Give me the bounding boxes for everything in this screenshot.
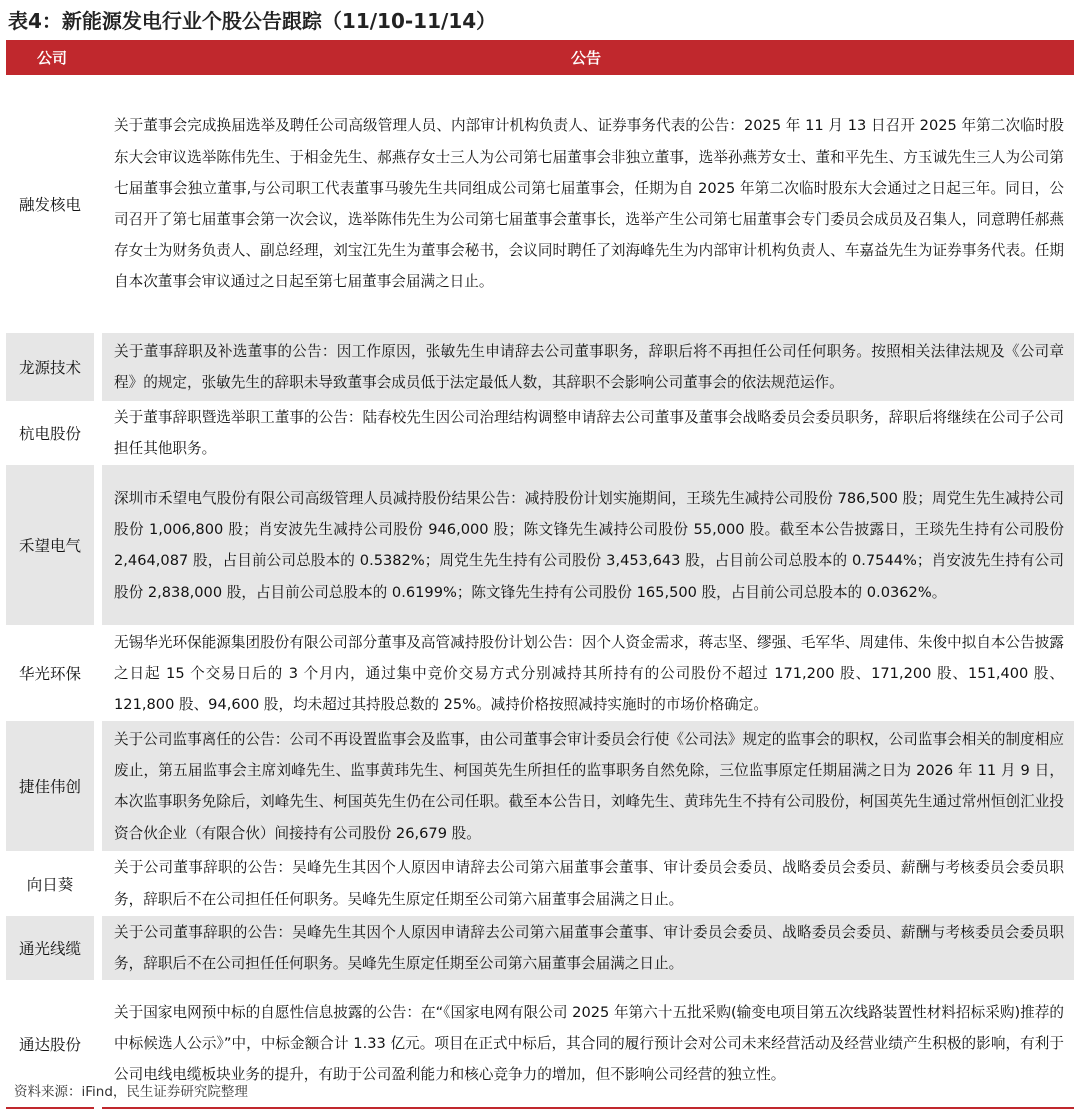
company-name: 杭电股份 [6,401,98,465]
company-name: 融发核电 [6,75,98,333]
column-header-company: 公司 [6,40,98,75]
column-header-announcement: 公告 [98,40,1074,75]
company-name: 通达股份 [6,980,98,1108]
table-row [6,465,1074,625]
company-name: 通光线缆 [6,916,98,980]
announcement-text: 关于国家电网预中标的自愿性信息披露的公告：在“《国家电网有限公司 2025 年第六十五批采购(输变电项目第五次线路装置性材料招标采购)推荐的中标候选人公示》”中，中标金额合计 1.33 亿元。项目在正式中标后，其合同的履行预计会对公司未来经营活动及经营业绩产生积极的影响，有利于公司电线电缆板块业务的提升，有助于公司盈利能力和核心竞争力的增加，但不影响公司经营的独立性。 [98,980,1074,1108]
announcement-table [6,40,1074,1109]
table-header-row [6,40,1074,75]
announcement-text: 关于董事辞职及补选董事的公告：因工作原因，张敏先生申请辞去公司董事职务，辞职后将不再担任公司任何职务。按照相关法律法规及《公司章程》的规定，张敏先生的辞职未导致董事会成员低于法定最低人数，其辞职不会影响公司董事会的依法规范运作。 [98,333,1074,401]
company-name: 龙源技术 [6,333,98,401]
announcement-text: 关于公司监事离任的公告：公司不再设置监事会及监事，由公司董事会审计委员会行使《公司法》规定的监事会的职权，公司监事会相关的制度相应废止，第五届监事会主席刘峰先生、监事黄玮先生、柯国英先生所担任的监事职务自然免除，三位监事原定任期届满之日为 2026 年 11 月 9 日，本次监事职务免除后，刘峰先生、柯国英先生仍在公司任职。截至本公告日，刘峰先生、黄玮先生不持有公司股份，柯国英先生通过常州恒创汇业投资合伙企业（有限合伙）间接持有公司股份 26,679 股。 [98,721,1074,851]
source-note: 资料来源：iFind，民生证券研究院整理 [14,1084,248,1100]
announcement-text: 深圳市禾望电气股份有限公司高级管理人员减持股份结果公告：减持股份计划实施期间，王琰先生减持公司股份 786,500 股；周党生先生减持公司股份 1,006,800 股；肖安波先生减持公司股份 946,000 股；陈文锋先生减持公司股份 55,000 股。截至本公告披露日，王琰先生持有公司股份 2,464,087 股，占目前公司总股本的 0.5382%；周党生先生持有公司股份 3,453,643 股，占目前公司总股本的 0.7544%；肖安波先生持有公司股份 2,838,000 股，占目前公司总股本的 0.6199%；陈文锋先生持有公司股份 165,500 股，占目前公司总股本的 0.0362%。 [98,465,1074,625]
table-row [6,333,1074,401]
announcement-text: 关于公司董事辞职的公告：吴峰先生其因个人原因申请辞去公司第六届董事会董事、审计委员会委员、战略委员会委员、薪酬与考核委员会委员职务，辞职后不在公司担任任何职务。吴峰先生原定任期至公司第六届董事会届满之日止。 [114,859,1064,908]
table-row [6,75,1074,333]
announcement-text: 关于董事会完成换届选举及聘任公司高级管理人员、内部审计机构负责人、证券事务代表的公告：2025 年 11 月 13 日召开 2025 年第二次临时股东大会审议选举陈伟先生、于相金先生、郝燕存女士三人为公司第七届董事会非独立董事，选举孙燕芳女士、董和平先生、方玉诚先生三人为公司第七届董事会独立董事,与公司职工代表董事马骏先生共同组成公司第七届董事会，任期为自 2025 年第二次临时股东大会通过之日起三年。同日，公司召开了第七届董事会第一次会议，选举陈伟先生为公司第七届董事会董事长，选举产生公司第七届董事会专门委员会成员及召集人，同意聘任郝燕存女士为财务负责人、副总经理，刘宝江先生为董事会秘书，会议同时聘任了刘海峰先生为内部审计机构负责人、车嘉益先生为证券事务代表。任期自本次董事会审议通过之日起至第七届董事会届满之日止。 [114,117,1064,291]
company-name: 禾望电气 [6,465,98,625]
table-row [6,851,1074,915]
table-row [6,625,1074,721]
table-row [6,916,1074,980]
table-row [6,721,1074,851]
company-name: 向日葵 [6,851,98,915]
table-title: 表4：新能源发电行业个股公告跟踪（11/10-11/14） [8,9,497,33]
company-name: 华光环保 [6,625,98,721]
announcement-text: 关于董事辞职暨选举职工董事的公告：陆春校先生因公司治理结构调整申请辞去公司董事及董事会战略委员会委员职务，辞职后将继续在公司子公司担任其他职务。 [114,409,1064,458]
announcement-text: 无锡华光环保能源集团股份有限公司部分董事及高管减持股份计划公告：因个人资金需求，蒋志坚、缪强、毛军华、周建伟、朱俊中拟自本公告披露之日起 15 个交易日后的 3 个月内，通过集中竞价交易方式分别减持其所持有的公司股份不超过 171,200 股、171,200 股、151,400 股、121,800 股、94,600 股，均未超过其持股总数的 25%。减持价格按照减持实施时的市场价格确定。 [114,633,1064,713]
company-name: 捷佳伟创 [6,721,98,851]
table-row [6,401,1074,465]
announcement-text: 关于公司董事辞职的公告：吴峰先生其因个人原因申请辞去公司第六届董事会董事、审计委员会委员、战略委员会委员、薪酬与考核委员会委员职务，辞职后不在公司担任任何职务。吴峰先生原定任期至公司第六届董事会届满之日止。 [98,916,1074,980]
